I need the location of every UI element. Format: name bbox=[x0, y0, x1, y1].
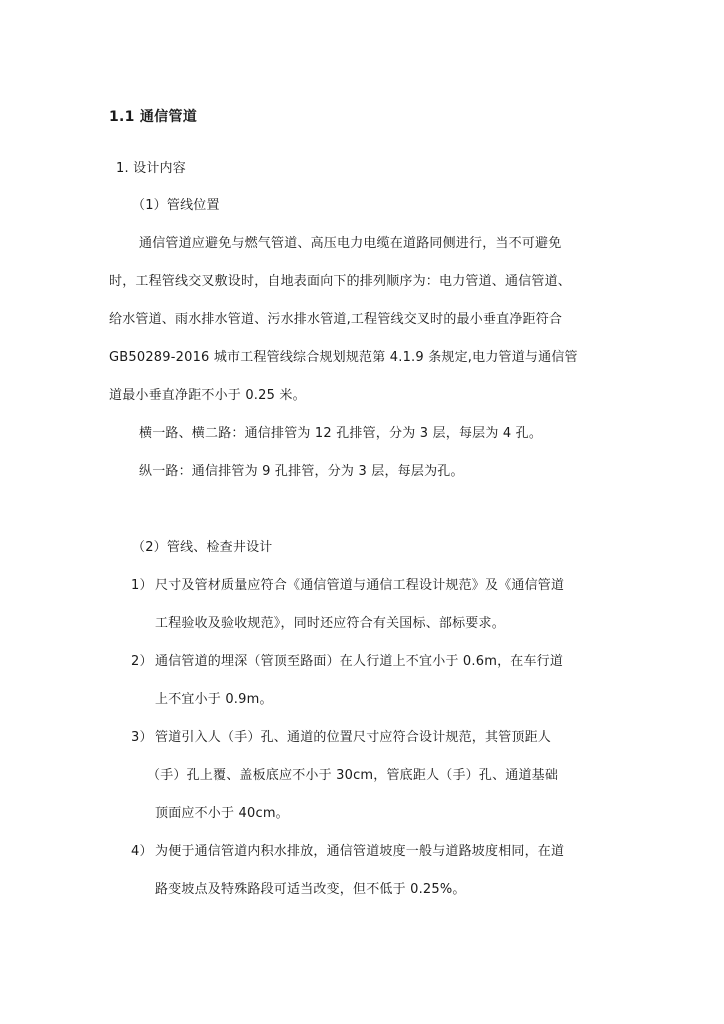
section-heading: 1.1 通信管道 bbox=[109, 109, 198, 125]
road-line-2: 纵一路：通信排管为 9 孔排管，分为 3 层，每层为孔。 bbox=[139, 464, 464, 479]
list-item-line: 顶面应不小于 40cm。 bbox=[155, 806, 289, 821]
list-item-line: 管道引入人（手）孔、通道的位置尺寸应符合设计规范，其管顶距人 bbox=[155, 730, 552, 745]
design-content-title: 1. 设计内容 bbox=[116, 161, 186, 176]
paragraph-line: 时，工程管线交叉敷设时，自地表面向下的排列顺序为：电力管道、通信管道、 bbox=[109, 274, 572, 289]
list-item-line: 通信管道的埋深（管顶至路面）在人行道上不宜小于 0.6m，在车行道 bbox=[155, 654, 564, 669]
road-line-1: 横一路、横二路：通信排管为 12 孔排管，分为 3 层，每层为 4 孔。 bbox=[139, 426, 543, 441]
paragraph-line: 道最小垂直净距不小于 0.25 米。 bbox=[109, 388, 306, 403]
list-item-line: 上不宜小于 0.9m。 bbox=[155, 692, 273, 707]
list-item-number: 4） bbox=[131, 844, 153, 859]
part2-subtitle: （2）管线、检查井设计 bbox=[132, 540, 273, 555]
list-item-line: 路变坡点及特殊路段可适当改变，但不低于 0.25%。 bbox=[155, 882, 466, 897]
paragraph-line: 通信管道应避免与燃气管道、高压电力电缆在道路同侧进行，当不可避免 bbox=[139, 236, 562, 251]
list-item-line: 尺寸及管材质量应符合《通信管道与通信工程设计规范》及《通信管道 bbox=[155, 578, 565, 593]
paragraph-line: 给水管道、雨水排水管道、污水排水管道,工程管线交叉时的最小垂直净距符合 bbox=[109, 312, 563, 327]
list-item-number: 1） bbox=[131, 578, 153, 593]
list-item-line: 工程验收及验收规范》，同时还应符合有关国标、部标要求。 bbox=[155, 616, 505, 631]
list-item-number: 2） bbox=[131, 654, 153, 669]
list-item-number: 3） bbox=[131, 730, 153, 745]
list-item-line: （手）孔上覆、盖板底应不小于 30cm，管底距人（手）孔、通道基础 bbox=[147, 768, 559, 783]
list-item-line: 为便于通信管道内积水排放，通信管道坡度一般与道路坡度相同，在道 bbox=[155, 844, 565, 859]
part1-subtitle: （1）管线位置 bbox=[132, 198, 220, 213]
paragraph-line: GB50289-2016 城市工程管线综合规划规范第 4.1.9 条规定,电力管道与通信管 bbox=[109, 350, 578, 365]
